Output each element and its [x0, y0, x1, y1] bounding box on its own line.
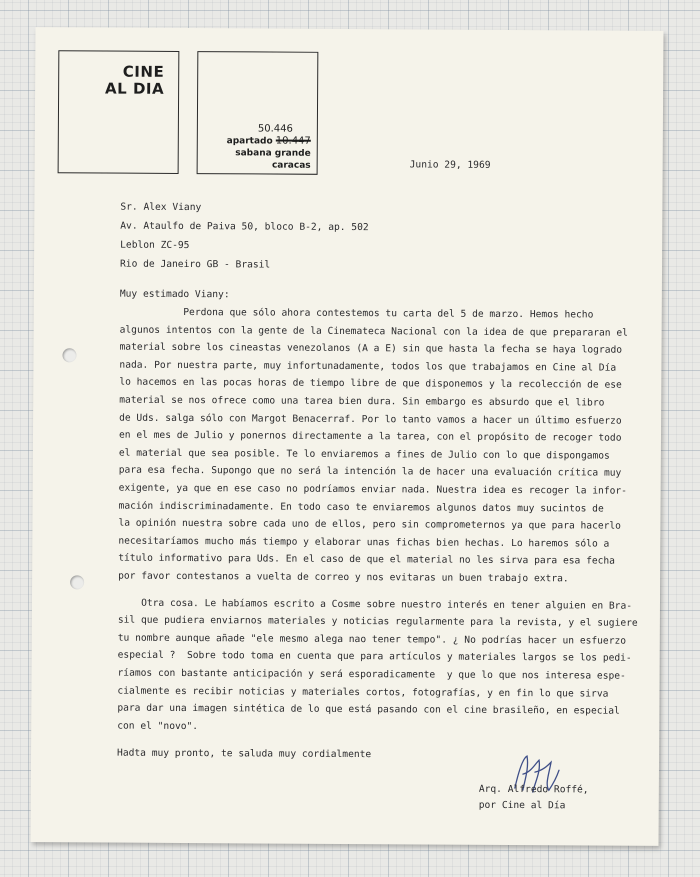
body-line: con el "novo". — [117, 720, 199, 732]
address-box — [197, 51, 319, 175]
body-line: ríamos con bastante anticipación y será esporadicamente y que lo que nos interesa espe- — [117, 667, 626, 682]
body-line: Otra cosa. Le habíamos escrito a Cosme sobre nuestro interés en tener alguien en Bra- — [117, 597, 633, 612]
body-line: cialmente es recibir noticias y materiales cortos, fotografías, y en fin lo que sirva — [117, 685, 609, 700]
apartado-old-number: 10.447 — [275, 135, 311, 147]
salutation: Muy estimado Viany: — [119, 288, 230, 301]
body-line: para dar una imagen sintética de lo que está pasando con el cine brasileño, en especial — [117, 702, 620, 717]
logo-box — [58, 50, 180, 174]
body-line: nada. Por nuestra parte, muy infortunadamente, todos los que trabajamos en Cine al Día — [119, 359, 617, 374]
signature-line: por Cine al Día — [478, 799, 566, 812]
body-line: título informativo para Uds. En el caso de que el material no les sirva para esa fecha — [118, 552, 616, 568]
postal-address — [226, 123, 310, 172]
cine-al-dia-logo — [105, 64, 164, 98]
apartado-label: apartado — [226, 136, 273, 147]
logo-line-1: CINE — [122, 62, 165, 81]
body-line: por favor contestanos a vuelta de correo y nos evitaras un buen trabajo extra. — [118, 570, 569, 585]
body-line: para esa fecha. Supongo que no será la intención la de hacer una evaluación crítica muy — [118, 464, 622, 480]
body-line: el material que sea posible. Te lo enviaremos a fines de Julio con lo que dispongamos — [118, 447, 610, 462]
recipient-line: Sr. Alex Viany — [120, 201, 202, 214]
body-line: algunos intentos con la gente de la Cinemateca Nacional con la idea de que prepararan el — [119, 324, 628, 339]
body-line: Perdona que sólo ahora contestemos tu carta del 5 de marzo. Hemos hecho — [119, 306, 594, 321]
body-line: tu nombre aunque añade "ele mesmo alega nao tener tempo". ¿ No podrías hacer un esfuerzo — [117, 632, 627, 647]
body-line: la opinión nuestra sobre cada uno de ellos, pero sin comprometernos ya que para hacerlo — [118, 517, 622, 532]
letter-page — [31, 27, 664, 846]
letter-date: Junio 29, 1969 — [409, 159, 491, 171]
body-line: sil que pudiera enviarnos materiales y noticias regularmente para la revista, y el sugiere — [117, 614, 638, 629]
signature-line: Arq. Alfredo Roffé, — [478, 783, 589, 796]
apartado-line — [227, 135, 311, 148]
punch-hole-bottom — [70, 575, 84, 589]
logo-line-2: AL DIA — [105, 79, 165, 98]
closing-line: Hadta muy pronto, te saluda muy cordialmente — [117, 747, 372, 761]
city: caracas — [271, 160, 311, 171]
body-line: material sobre los cineastas venezolanos (A a E) sin que hasta la fecha se haya logrado — [119, 341, 623, 356]
body-line: especial ? Sobre todo toma en cuenta que para artículos y materiales largos se los pedi- — [117, 649, 632, 665]
body-line: exigente, ya que en ese caso no podríamos enviar nada. Nuestra idea es recoger la infor- — [118, 482, 628, 497]
body-line: lo hacemos en las pocas horas de tiempo libre de que disponemos y la recolección de ese — [119, 376, 622, 392]
body-line: necesitaríamos mucho más tiempo y elaborar unas fichas bien hechas. Lo haremos sólo a — [118, 535, 610, 550]
recipient-line: Av. Ataulfo de Paiva 50, bloco B-2, ap. 502 — [120, 220, 369, 234]
recipient-line: Rio de Janeiro GB - Brasil — [120, 258, 271, 271]
punch-hole-top — [62, 348, 76, 362]
apartado-new-number: 50.446 — [257, 123, 293, 135]
body-line: material se nos ofrece como una tarea bien dura. Sin embargo es absurdo que el libro — [119, 394, 605, 409]
body-line: de Uds. salga sólo con Margot Benacerraf. Por lo tanto vamos a hacer un último esfuerzo — [119, 412, 622, 427]
recipient-line: Leblon ZC-95 — [120, 239, 190, 252]
city-line: sabana grande — [235, 148, 311, 159]
body-line: mación indiscriminadamente. En todo caso te enviaremos algunos datos muy sucintos de — [118, 500, 604, 515]
body-line: en el mes de Julio y ponernos directamente a la tarea, con el propósito de recoger todo — [118, 429, 622, 444]
